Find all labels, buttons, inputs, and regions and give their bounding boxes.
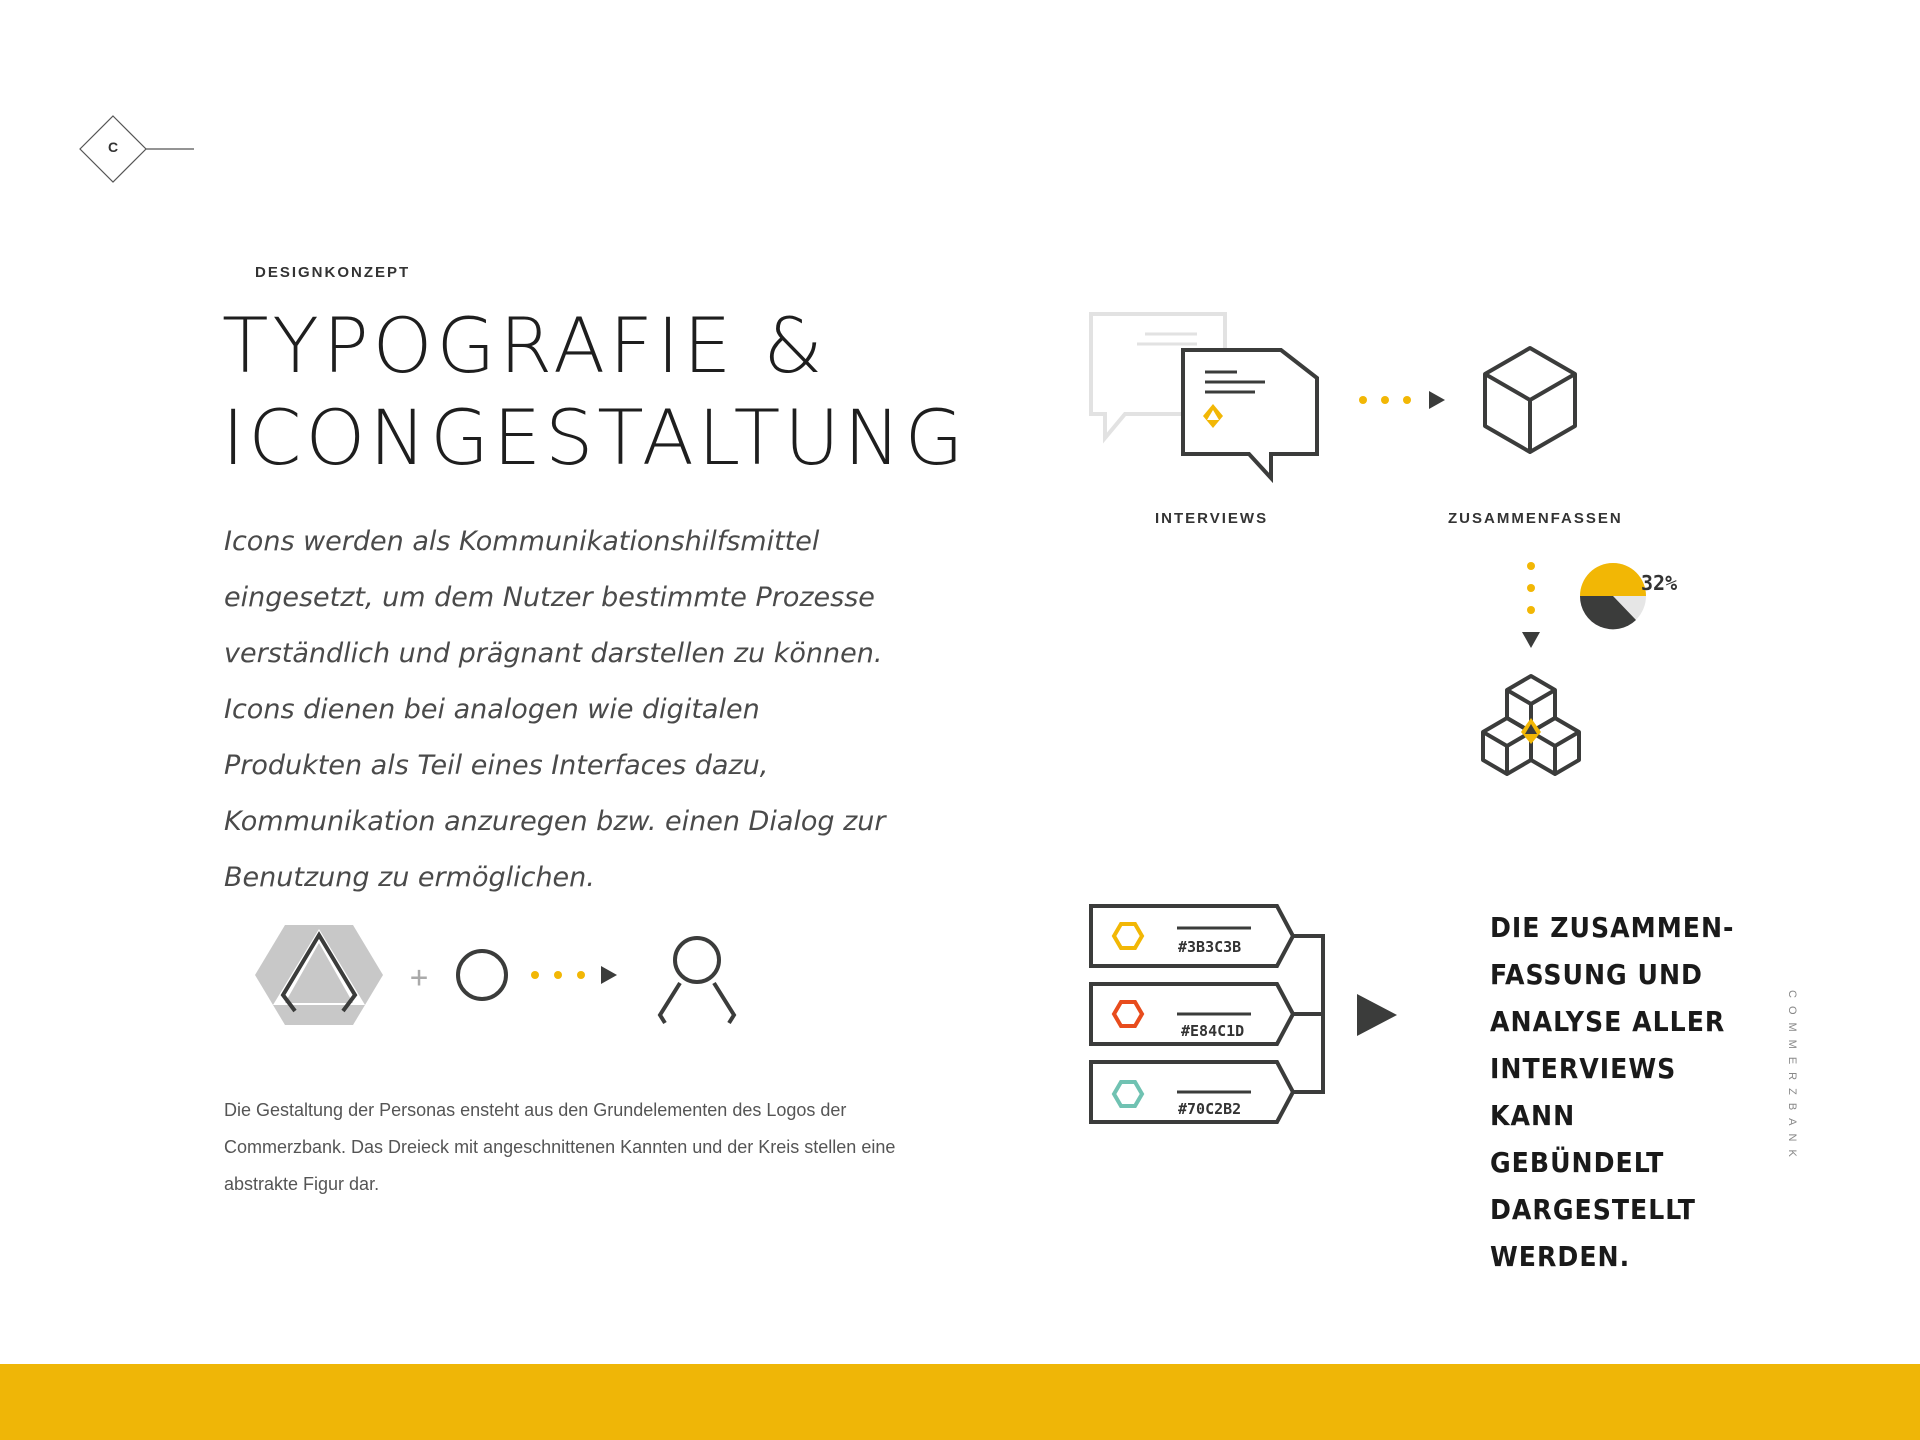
logo-mark-icon: [1521, 718, 1541, 744]
cube-icon: [1485, 348, 1575, 452]
persona-figure-icon: [660, 938, 734, 1023]
vertical-brand-label: COMMERZBANK: [1786, 990, 1798, 1165]
zusammenfassen-label: ZUSAMMENFASSEN: [1448, 510, 1623, 527]
pie-chart-icon: [1580, 563, 1646, 629]
color-swatch-diagram: [1085, 900, 1405, 1140]
process-diagram: [1085, 300, 1705, 810]
swatch-tag: [1091, 984, 1293, 1044]
chapter-marker-diamond: [78, 114, 198, 184]
dotted-arrow-right-icon: [1359, 391, 1445, 409]
intro-paragraph: Icons werden als Kommunikationshilfsmittel eingesetzt, um dem Nutzer bestimmte Prozesse verständlich und prägnant darstellen zu können. Icons dienen bei analogen wie digitalen Produkten als Teil eines Interfaces dazu, Kommunikation anzuregen bzw. einen Dialog zur Benutzung zu ermöglichen.: [224, 526, 886, 893]
summary-statement: DIE ZUSAMMEN-FASSUNG UND ANALYSE ALLER INTERVIEWS KANN GEBÜNDELT DARGESTELLT WERDEN.: [1490, 911, 1735, 1273]
plus-sign: +: [409, 960, 429, 995]
circle-shape-icon: [458, 951, 506, 999]
persona-caption: Die Gestaltung der Personas ensteht aus den Grundelementen des Logos der Commerzbank. Das Dreieck mit angeschnittenen Kannten und der Kreis stellen eine abstrakte Figur dar.: [224, 1100, 896, 1194]
bracket-connector: [1293, 936, 1323, 1092]
swatch-hex-label: #70C2B2: [1178, 1100, 1242, 1118]
persona-construction-diagram: [255, 915, 755, 1035]
pie-value-label: 32%: [1641, 571, 1678, 595]
play-arrow-icon: [1357, 994, 1397, 1036]
page-title-line-2: ICONGESTALTUNG: [222, 393, 968, 482]
section-label: DESIGNKONZEPT: [255, 264, 411, 281]
page-title-line-1: TYPOGRAFIE &: [222, 301, 827, 390]
footer-color-bar: [0, 1364, 1920, 1440]
dotted-arrow-icon: [531, 966, 617, 984]
dotted-arrow-down-icon: [1522, 562, 1540, 648]
swatch-hex-label: #3B3C3B: [1178, 938, 1242, 956]
swatch-hex-label: #E84C1D: [1181, 1022, 1245, 1040]
logo-hexagon-icon: [255, 925, 383, 1025]
chat-bubble-interview-icon: [1183, 350, 1317, 478]
swatch-tag: [1091, 906, 1293, 966]
interviews-label: INTERVIEWS: [1155, 510, 1269, 527]
swatch-tag: [1091, 1062, 1293, 1122]
chapter-letter: C: [107, 139, 119, 155]
